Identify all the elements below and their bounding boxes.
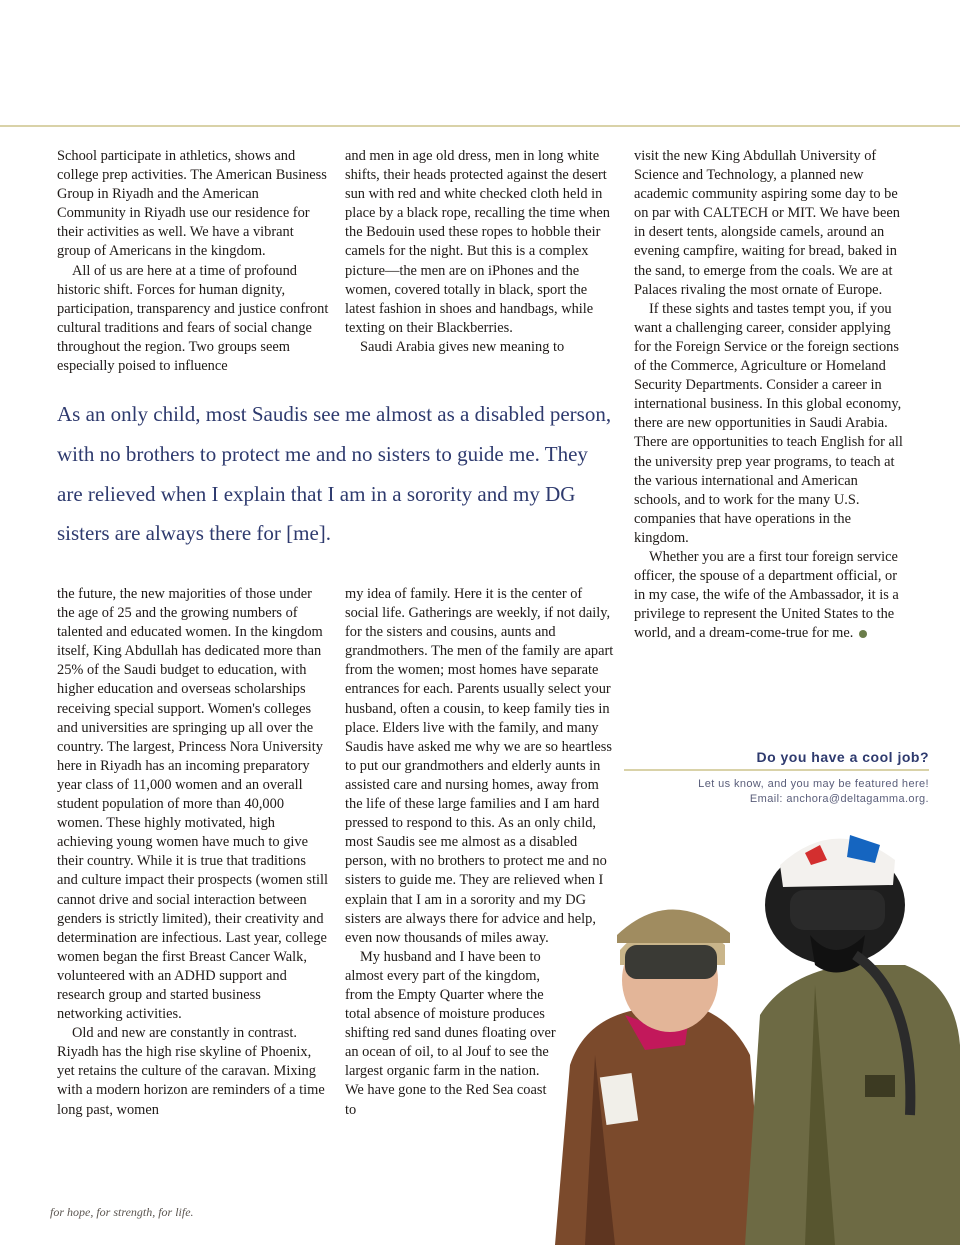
paragraph: Old and new are constantly in contrast. Riyadh has the high rise skyline of Phoenix, yet retains the culture of the caravan. Mixing with a modern horizon are reminders of a time long past, women [57,1025,325,1118]
paragraph: Saudi Arabia gives new meaning to [360,338,565,355]
cool-job-rule [624,769,929,771]
paragraph-text: Whether you are a first tour foreign service officer, the spouse of a department official, or in my case, the wife of the Ambassador, it is a privilege to represent the United States to the world, and a dream-come-true for me. [634,548,899,642]
paragraph: visit the new King Abdullah University of Science and Technology, a planned new academic community aspiring some day to be on par with CALTECH or MIT. We have been in desert tents, alongside camels, around an evening campfire, waiting for bread, baked in the sand, to emerge from the coals. We are at Palaces rivaling the most ornate of Europe. [634,148,900,298]
cool-job-heading: Do you have a cool job? [756,749,929,765]
paragraph: my idea of family. Here it is the center of social life. Gatherings are weekly, if not daily, for the sisters and cousins, aunts and grandmothers. The men of the family are apart from the women; most homes have separate entrances for each. Parents usually select your husband, often a cousin, to keep family ties in place. Elders live with the family, and many Saudis have asked me why we are so heartless to put our grandmothers and elderly aunts in assisted care and nursing homes, away from the life of these large families and I am hard pressed to respond to this. As an only child, most Saudis see me almost as a disabled person, with no brothers to protect me and no sisters to guide me. They are relieved when I explain that I am in a sorority and my DG sisters are always there for advice and help, even now thousands of miles away. [345,586,614,946]
closing-paragraph [634,548,906,643]
cool-job-line: Let us know, and you may be featured here! [698,778,929,790]
paragraph: My husband and I have been to almost every part of the kingdom, from the Empty Quarter where the total absence of moisture produces shifting red sand dunes floating over an ocean of oil, to al Jouf to see the largest organic farm in the nation. We have gone to the Red Sea coast to [345,948,556,1118]
photo-couple-in-flight-gear [515,815,960,1245]
pull-quote: As an only child, most Saudis see me almost as a disabled person, with no brothers to protect me and no sisters to guide me. They are relieved when I explain that I am in a sorority and my DG sisters are always there for [me]. [57,402,612,546]
end-bullet-icon [859,630,867,638]
cool-job-email[interactable]: Email: anchora@deltagamma.org. [749,793,929,805]
paragraph: and men in age old dress, men in long white shifts, their heads protected against the desert sun with red and white checked cloth held in place by a black rope, recalling the time when the Bedouin used these ropes to hobble their camels for the night. But this is a complex picture—the men are on iPhones and the women, covered totally in black, sport the latest fashion in shoes and handbags, while texting on their Blackberries. [345,148,610,336]
column-2-top [345,147,617,357]
column-1-top [57,147,329,376]
paragraph: All of us are here at a time of profound historic shift. Forces for human dignity, participation, transparency and justice confront cultural traditions and fears of social change throughout the region. Two groups seem especially poised to influence [57,262,329,375]
paragraph: If these sights and tastes tempt you, if you want a challenging career, consider applying for the Foreign Service or the foreign sections of the Commerce, Agriculture or Homeland Security Departments. Consider a career in international business. In this global economy, there are new opportunities in Saudi Arabia. There are opportunities to teach English for all the university prep year programs, to teach at the various international and American schools, and to work for the many U.S. companies that have operations in the kingdom. [634,300,903,546]
paragraph: the future, the new majorities of those under the age of 25 and the growing numbers of talented and educated women. In the kingdom itself, King Abdullah has dedicated more than 25% of the Saudi budget to education, with higher education and overseas scholarships receiving special support. Women's colleges and universities are springing up all over the country. The largest, Princess Nora University here in Riyadh has an incoming preparatory year class of 11,000 women and an overall student population of more than 40,000 women. These highly motivated, high achieving young women have much to give their country. While it is true that traditions and culture impact their prospects (women still cannot drive and social interaction between genders is strictly limited), their creativity and determination are infectious. Last year, college women began the first Breast Cancer Walk, volunteered with an ADHD support and research group and started business networking activities. [57,586,328,1023]
column-1-bottom [57,585,329,1120]
top-rule [0,125,960,127]
footer-tagline: for hope, for strength, for life. [50,1205,194,1219]
column-3 [634,147,906,643]
paragraph: School participate in athletics, shows and college prep activities. The American Business Group in Riyadh and the American Community in Riyadh use our residence for their activities as well. We have a vibrant group of Americans in the kingdom. [57,148,327,260]
cool-job-callout [624,749,929,807]
